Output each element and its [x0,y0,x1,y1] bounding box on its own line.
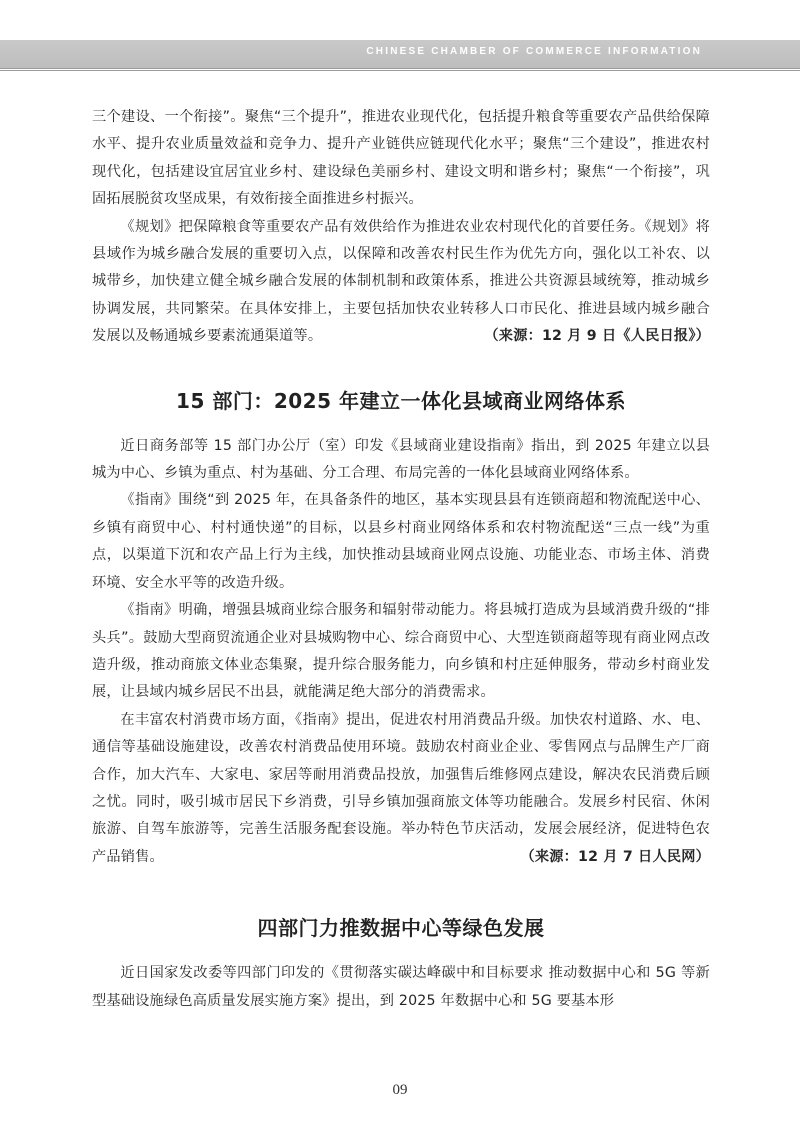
header-band [0,40,800,69]
header-divider [0,70,800,71]
article2-paragraph-3: 《指南》明确，增强县城商业综合服务和辐射带动能力。将县城打造成为县域消费升级的“排头兵”。鼓励大型商贸流通企业对县城购物中心、综合商贸中心、大型连锁商超等现有商业网点改造升级，推动商旅文体业态集聚，提升综合服务能力，向乡镇和村庄延伸服务，带动乡村商业发展，让县域内城乡居民不出县，就能满足绝大部分的消费需求。 [92,602,710,701]
article2-paragraph-2: 《指南》围绕“到 2025 年，在具备条件的地区，基本实现县县有连锁商超和物流配送中心、乡镇有商贸中心、村村通快递”的目标，以县乡村商业网络体系和农村物流配送“三点一线”为重点，以渠道下沉和农产品上行为主线，加快推动县域商业网点设施、功能业态、市场主体、消费环境、安全水平等的改造升级。 [92,492,710,591]
article2-title: 15 部门：2025 年建立一体化县域商业网络体系 [176,388,626,413]
publication-header-title: CHINESE CHAMBER OF COMMERCE INFORMATION [366,46,702,57]
article2-paragraph-1: 近日商务部等 15 部门办公厅（室）印发《县域商业建设指南》指出，到 2025 年建立以县城为中心、乡镇为重点、村为基础、分工合理、布局完善的一体化县域商业网络体系。 [92,437,710,482]
article2-paragraph-4 [92,707,710,871]
article1-paragraph-1: 三个建设、一个衔接”。聚焦“三个提升”，推进农业现代化，包括提升粮食等重要农产品供给保障水平、提升农业质量效益和竞争力、提升产业链供应链现代化水平；聚焦“三个建设”，推进农村现代化，包括建设宜居宜业乡村、建设绿色美丽乡村、建设文明和谐乡村；聚焦“一个衔接”，巩固拓展脱贫攻坚成果，有效衔接全面推进乡村振兴。 [92,109,710,208]
page-number: 09 [392,1082,408,1098]
article3-paragraph-1: 近日国家发改委等四部门印发的《贯彻落实碳达峰碳中和目标要求 推动数据中心和 5G 等新型基础设施绿色高质量发展实施方案》提出，到 2025 年数据中心和 5G 要基本形 [92,965,710,1009]
page-content [92,104,710,1015]
article2-source: （来源：12 月 7 日人民网） [520,848,710,865]
article1-source: （来源：12 月 9 日《人民日报》） [484,328,710,345]
article2-paragraph-4-text: 在丰富农村消费市场方面，《指南》提出，促进农村用消费品升级。加快农村道路、水、电、通信等基础设施建设，改善农村消费品使用环境。鼓励农村商业企业、零售网点与品牌生产厂商合作，加大汽车、大家电、家居等耐用消费品投放，加强售后维修网点建设，解决农民消费后顾之忧。同时，吸引城市居民下乡消费，引导乡镇加强商旅文体等功能融合。发展乡村民宿、休闲旅游、自驾车旅游等，完善生活服务配套设施。举办特色节庆活动，发展会展经济，促进特色农产品销售。 [92,711,710,865]
article1-paragraph-2 [92,214,710,351]
article1-paragraph-2-text: 《规划》把保障粮食等重要农产品有效供给作为推进农业农村现代化的首要任务。《规划》将县域作为城乡融合发展的重要切入点，以保障和改善农村民生作为优先方向，强化以工补农、以城带乡，加快建立健全城乡融合发展的体制机制和政策体系，推进公共资源县域统筹，推动城乡协调发展，共同繁荣。在具体安排上，主要包括加快农业转移人口市民化、推进县域内城乡融合发展以及畅通城乡要素流通渠道等。 [92,218,710,345]
article3-title: 四部门力推数据中心等绿色发展 [257,916,545,941]
